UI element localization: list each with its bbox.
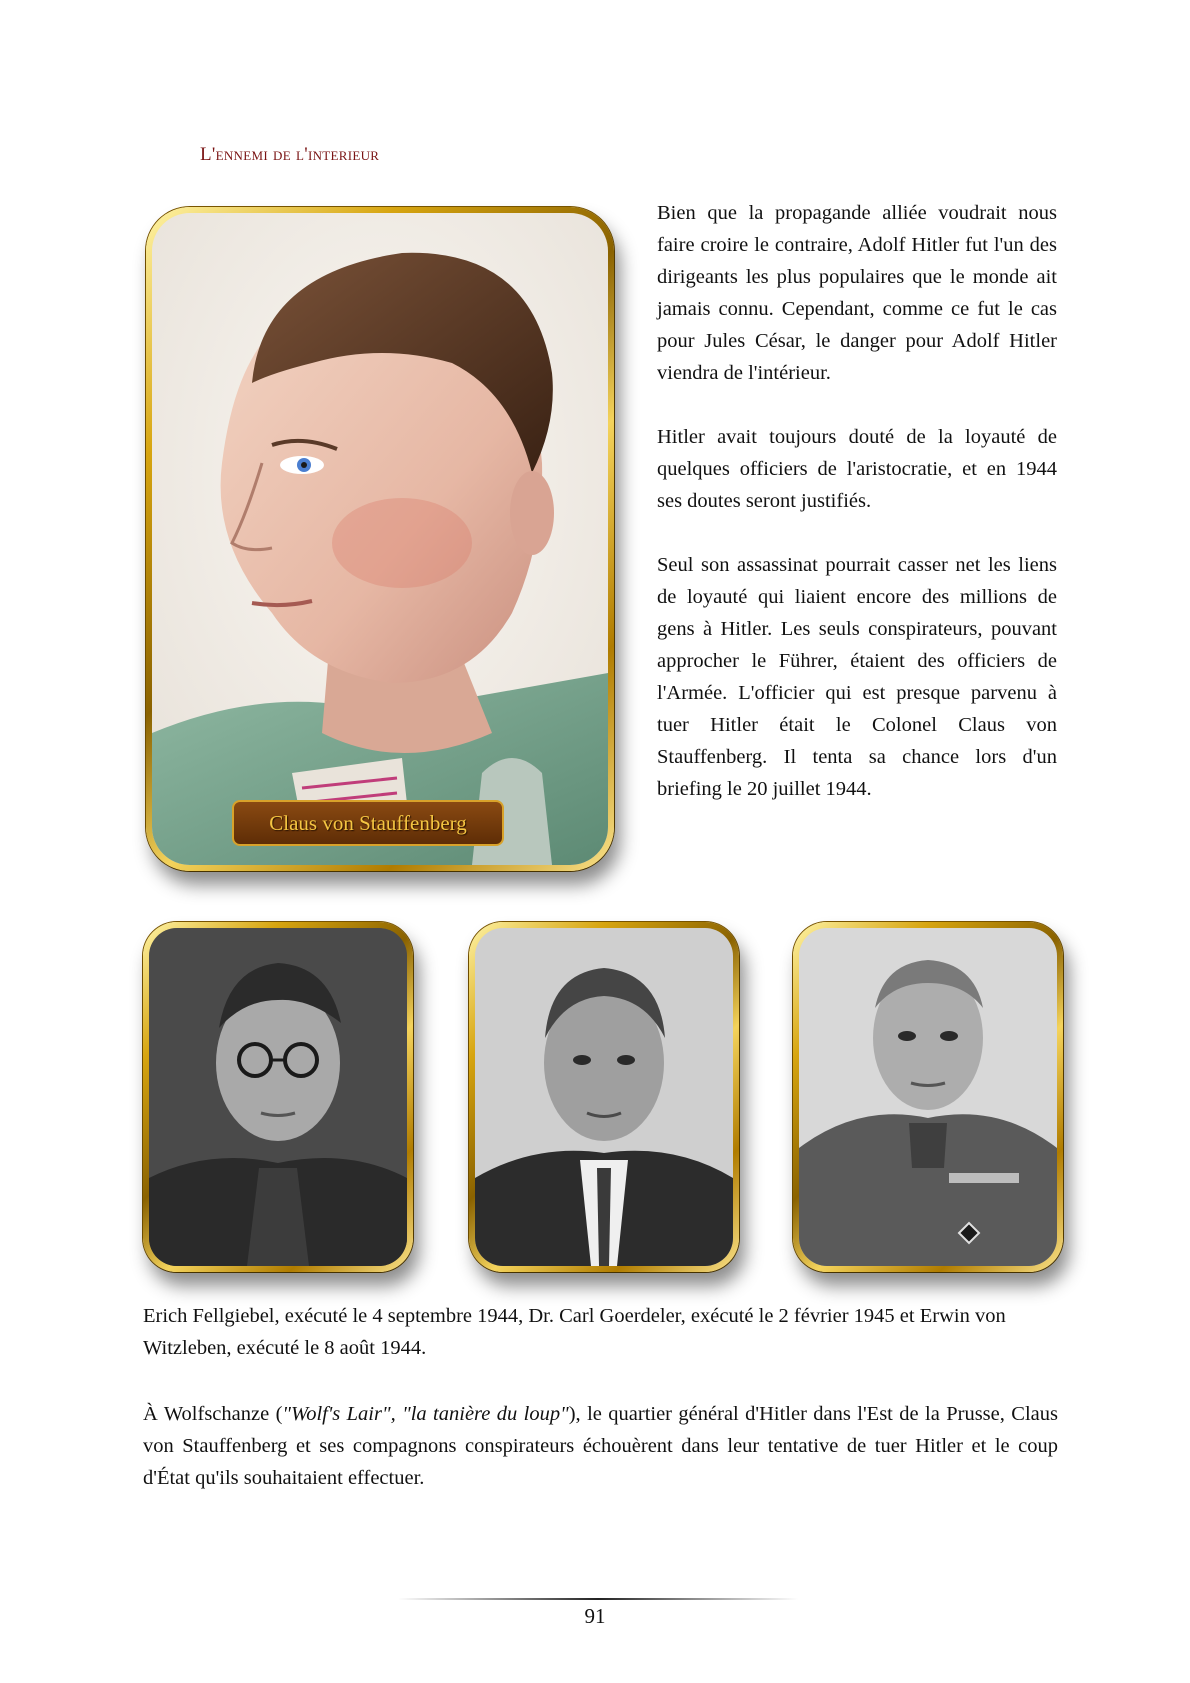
intro-paragraph-2: Hitler avait toujours douté de la loyauté de quelques officiers de l'aristocratie, et en 1944 ses doutes seront justifiés. [657, 426, 1057, 512]
intro-paragraph-1: Bien que la propagande alliée voudrait nous faire croire le contraire, Adolf Hitler fut l'un des dirigeants les plus populaires que le monde ait jamais connu. Cependant, comme ce fut le cas pour Jules César, le danger pour Adolf Hitler viendra de l'intérieur. [657, 202, 1057, 384]
main-portrait-frame [146, 207, 614, 871]
intro-text [657, 197, 1057, 837]
closing-prefix: À Wolfschanze ( [143, 1403, 283, 1425]
portrait-frame-fellgiebel [143, 922, 413, 1272]
section-title: L'ennemi de l'interieur [200, 144, 380, 165]
intro-paragraph-3: Seul son assassinat pourrait casser net les liens de loyauté qui liaient encore des millions de gens à Hitler. Les seuls conspirateurs, pouvant approcher le Führer, étaient des officiers de l'Armée. L'officier qui est presque parvenu à tuer Hitler était le Colonel Claus von Stauffenberg. Il tenta sa chance lors d'un briefing le 20 juillet 1944. [657, 554, 1057, 800]
witzleben-portrait [799, 928, 1057, 1266]
page-number: 91 [584, 1604, 606, 1628]
portrait-frame-witzleben [793, 922, 1063, 1272]
closing-paragraph [143, 1398, 1058, 1494]
fellgiebel-portrait [149, 928, 407, 1266]
closing-suffix: ), le quartier général d'Hitler dans l'Est de la Prusse, Claus von Stauffenberg et ses compagnons conspirateurs échouèrent dans leur tentative de tuer Hitler et le coup d'État qu'ils souhaitaient effectuer. [143, 1403, 1058, 1489]
closing-quote: "Wolf's Lair", "la tanière du loup" [282, 1403, 569, 1425]
portrait-frame-goerdeler [469, 922, 739, 1272]
stauffenberg-portrait [152, 213, 608, 865]
portrait-caption: Claus von Stauffenberg [232, 800, 504, 846]
goerdeler-portrait [475, 928, 733, 1266]
footer-rule [398, 1598, 798, 1600]
portraits-caption: Erich Fellgiebel, exécuté le 4 septembre 1944, Dr. Carl Goerdeler, exécuté le 2 février 1945 et Erwin von Witzleben, exécuté le 8 août 1944. [143, 1305, 1006, 1359]
